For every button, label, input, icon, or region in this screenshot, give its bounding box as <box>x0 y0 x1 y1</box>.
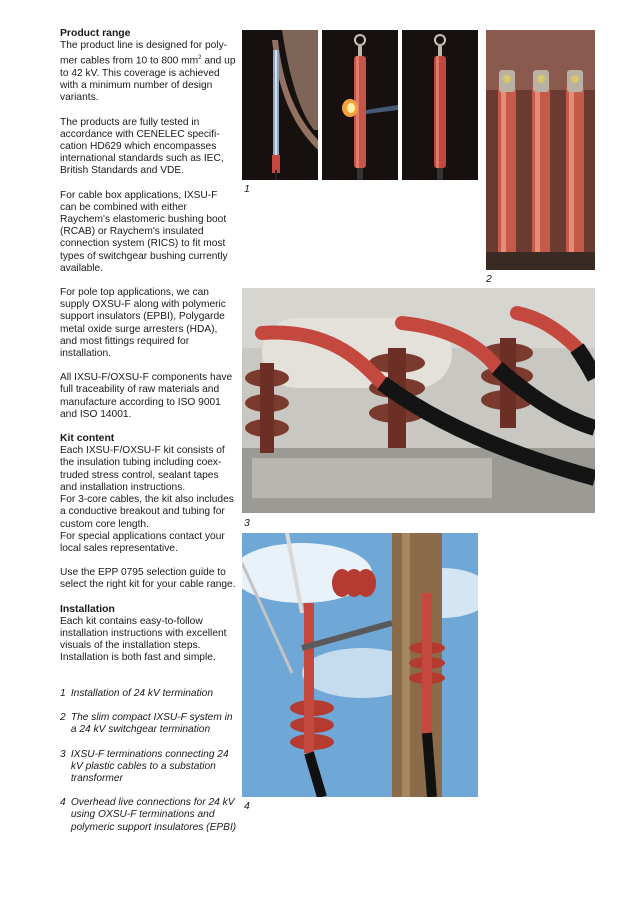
photo-4 <box>242 533 478 797</box>
paragraph-selection-guide: Use the EPP 0795 selection guide to select the right kit for your cable range. <box>60 567 236 591</box>
paragraph-traceability: All IXSU-F/OXSU-F components have full traceability of raw materials and manufacture according to ISO 9001 and ISO 14001. <box>60 372 233 420</box>
photo-1b <box>322 30 398 180</box>
paragraph-installation: Each kit contains easy-to-follow installation instructions with excellent visuals of the installation steps. Installation is both fast and simple. <box>60 615 227 664</box>
heading-installation: Installation <box>60 603 115 615</box>
photo-1a <box>242 30 318 180</box>
text-column <box>60 28 236 677</box>
heading-kit-content: Kit content <box>60 433 115 445</box>
paragraph-product-line: The product line is designed for poly-mer cables from 10 to 800 $mm^2$ and up to 42 kV. This coverage is achieved with a minimum number of design variants. <box>60 40 236 104</box>
paragraph-testing: The products are fully tested in accordance with CENELEC specifi-cation HD629 which encompasses international standards such as IEC, British Standards and VDE. <box>60 116 224 177</box>
paragraph-special: For special applications contact your local sales representative. <box>60 530 225 554</box>
heading-product-range: Product range <box>60 28 131 39</box>
photo-1c <box>402 30 478 180</box>
caption-1: 1 Installation of 24 kV termination <box>60 688 213 699</box>
paragraph-kit-consists: Each IXSU-F/OXSU-F kit consists of the insulation tubing including coex-truded stress control, sealant tapes and installation instructions. <box>60 445 225 493</box>
figure-label-3: 3 <box>244 517 250 529</box>
figure-captions <box>60 688 240 846</box>
paragraph-pole-top: For pole top applications, we can supply OXSU-F along with polymeric support insulators (EPBI), Polygarde metal oxide surge arresters (HDA), and most fittings required for installation. <box>60 287 226 360</box>
caption-2: 2 The slim compact IXSU-F system in a 24 kV switchgear termination <box>60 712 233 736</box>
photo-3 <box>242 288 595 513</box>
figure-label-2: 2 <box>486 273 492 285</box>
paragraph-3-core: For 3-core cables, the kit also includes a conductive breakout and tubing for custom core length. <box>60 494 234 530</box>
figure-label-1: 1 <box>244 183 250 195</box>
paragraph-cable-box: For cable box applications, IXSU-F can be combined with either Raychem's elastomeric bushing boot (RCAB) or Raychem's insulated connection system (RICS) to fit most types of switchgear bushing currently available. <box>60 189 228 274</box>
caption-4: 4 Overhead live connections for 24 kV using OXSU-F terminations and polymeric support insulatores (EPBI) <box>60 797 237 833</box>
figure-label-4: 4 <box>244 800 250 812</box>
photo-2 <box>486 30 595 270</box>
caption-3: 3 IXSU-F terminations connecting 24 kV plastic cables to a substation transformer <box>60 748 229 785</box>
